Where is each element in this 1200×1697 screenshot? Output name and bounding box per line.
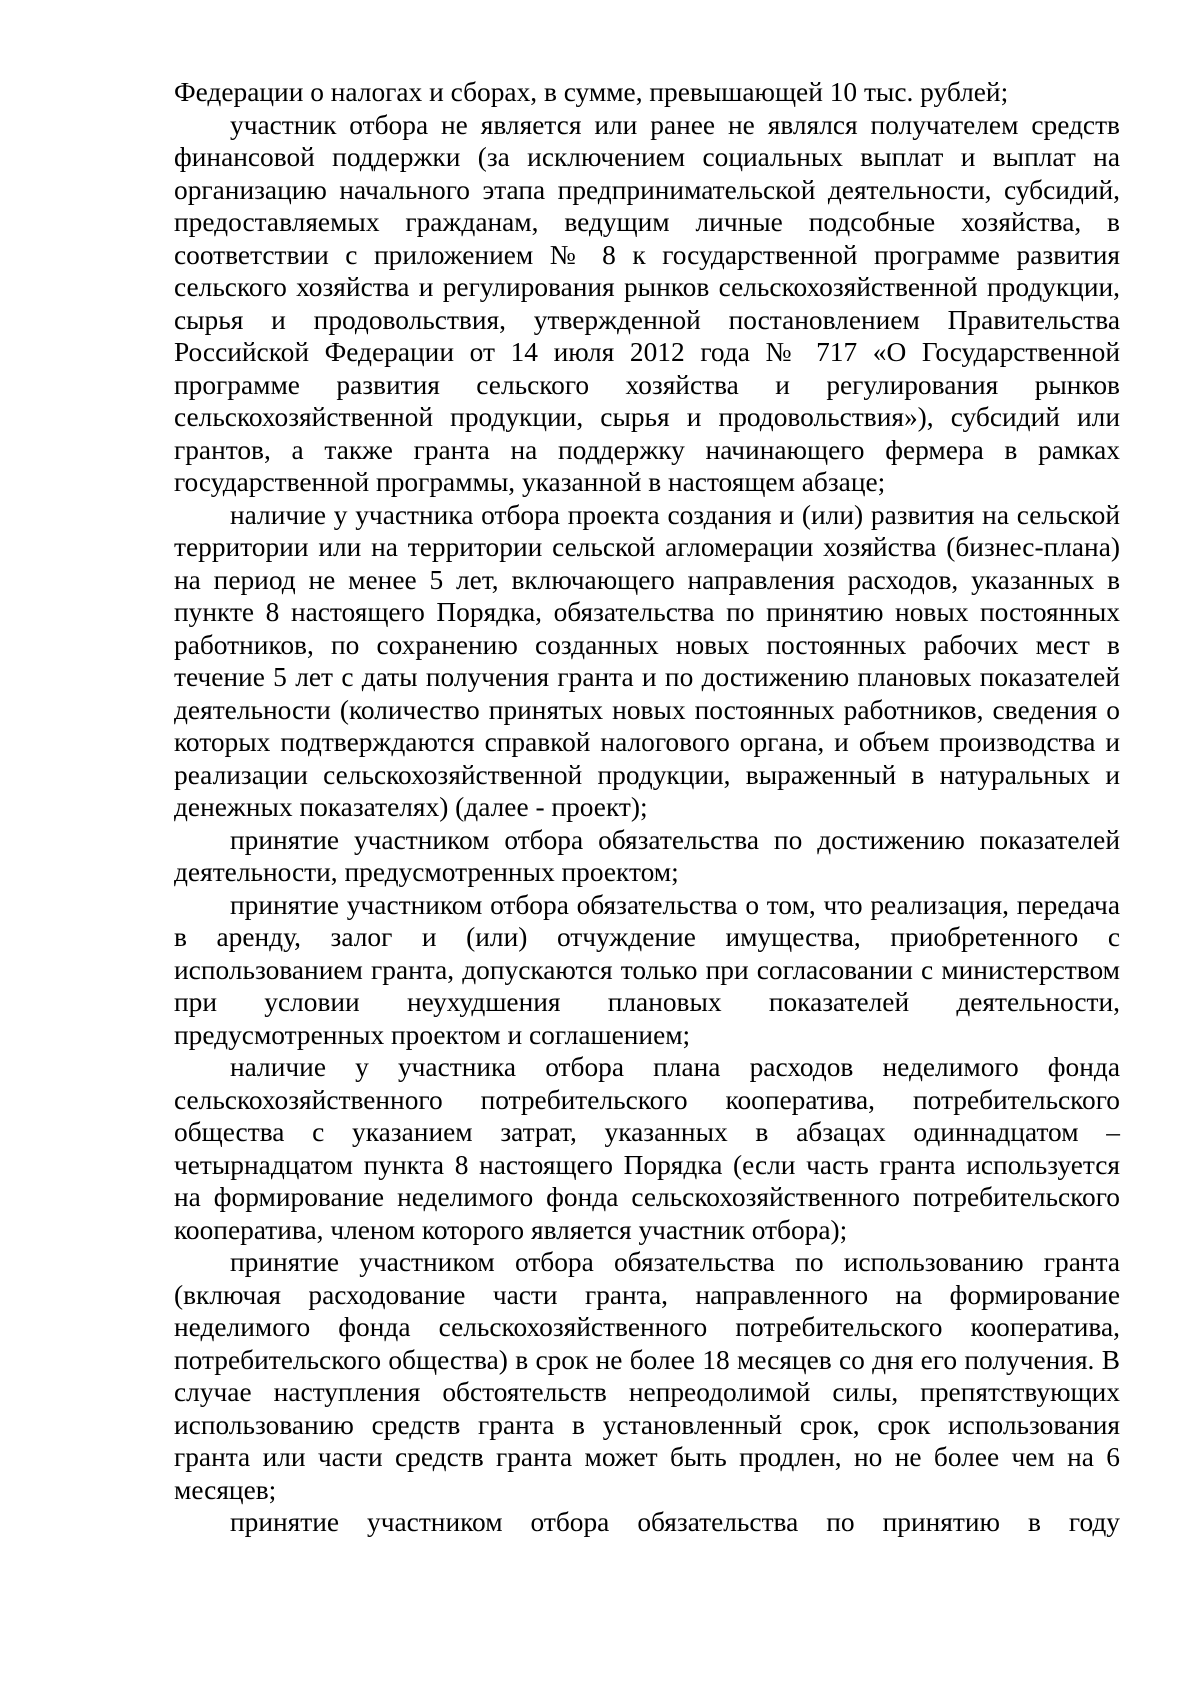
paragraph-no-prior-support: участник отбора не является или ранее не являлся получателем средств финансовой поддержки (за исключением социальных выплат и выплат на организацию начального этапа предпринимательской деятельности, субсидий, предоставляемых гражданам, ведущим личные подсобные хозяйства, в соответствии с приложением № 8 к государственной программе развития сельского хозяйства и регулирования рынков сельскохозяйственной продукции, сырья и продовольствия, утвержденной постановлением Правительства Российской Федерации от 14 июля 2012 года № 717 «О Государственной программе развития сельского хозяйства и регулирования рынков сельскохозяйственной продукции, сырья и продовольствия»), субсидий или грантов, а также гранта на поддержку начинающего фермера в рамках государственной программы, указанной в настоящем абзаце; bbox=[174, 109, 1120, 497]
paragraph-performance-obligation: принятие участником отбора обязательства по достижению показателей деятельности, предусмотренных проектом; bbox=[174, 824, 1120, 887]
paragraph-indivisible-fund-plan: наличие у участника отбора плана расходов неделимого фонда сельскохозяйственного потребительского кооператива, потребительского общества с указанием затрат, указанных в абзацах одиннадцатом – четырнадцатом пункта 8 настоящего Порядка (если часть гранта используется на формирование неделимого фонда сельскохозяйственного потребительского кооператива, членом которого является участник отбора); bbox=[174, 1052, 1120, 1245]
paragraph-grant-usage-term: принятие участником отбора обязательства по использованию гранта (включая расходование части гранта, направленного на формирование неделимого фонда сельскохозяйственного потребительского кооператива, потребительского общества) в срок не более 18 месяцев со дня его получения. В случае наступления обстоятельств непреодолимой силы, препятствующих использованию средств гранта в установленный срок, срок использования гранта или части средств гранта может быть продлен, но не более чем на 6 месяцев; bbox=[174, 1247, 1120, 1505]
document-page bbox=[174, 76, 1120, 1539]
paragraph-tax-debt-end: Федерации о налогах и сборах, в сумме, превышающей 10 тыс. рублей; bbox=[174, 77, 1009, 107]
paragraph-business-plan: наличие у участника отбора проекта создания и (или) развития на сельской территории или на территории сельской агломерации хозяйства (бизнес-плана) на период не менее 5 лет, включающего направления расходов, указанных в пункте 8 настоящего Порядка, обязательства по принятию новых постоянных работников, по сохранению созданных новых постоянных рабочих мест в течение 5 лет с даты получения гранта и по достижению плановых показателей деятельности (количество принятых новых постоянных работников, сведения о которых подтверждаются справкой налогового органа, и объем производства и реализации сельскохозяйственной продукции, выраженный в натуральных и денежных показателях) (далее - проект); bbox=[174, 499, 1120, 822]
paragraph-property-obligation: принятие участником отбора обязательства о том, что реализация, передача в аренду, залог и (или) отчуждение имущества, приобретенного с использованием гранта, допускаются только при согласовании с министерством при условии неухудшения плановых показателей деятельности, предусмотренных проектом и соглашением; bbox=[174, 889, 1120, 1050]
paragraph-hiring-obligation: принятие участником отбора обязательства по принятию в году bbox=[230, 1507, 1120, 1537]
